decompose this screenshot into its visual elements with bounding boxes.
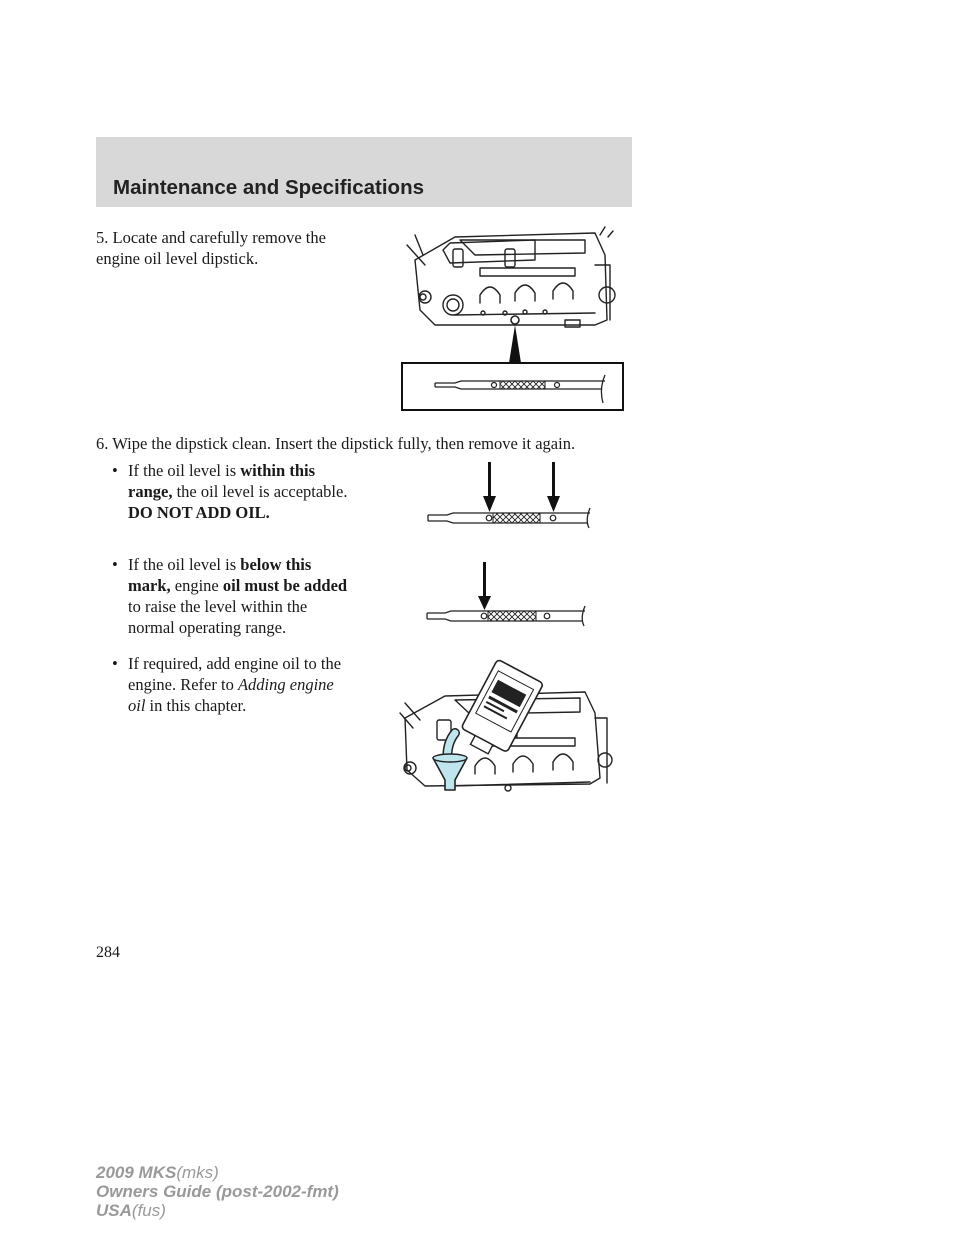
engine-dipstick-illustration (395, 225, 635, 415)
page-number: 284 (96, 944, 120, 961)
footer-line-3: USA(fus) (96, 1201, 166, 1220)
page-section-title: Maintenance and Specifications (113, 176, 424, 199)
bullet-3-line-3: oil in this chapter. (128, 696, 247, 715)
bullet-2-glyph: • (112, 555, 118, 574)
bullet-3-line-2: engine. Refer to Adding engine (128, 675, 334, 694)
step-5-line-1: 5. Locate and carefully remove the (96, 228, 326, 247)
footer-line-1: 2009 MKS(mks) (96, 1163, 219, 1182)
dipstick-below-mark-illustration (425, 560, 595, 632)
bullet-3-glyph: • (112, 654, 118, 673)
bullet-2-line-4: normal operating range. (128, 618, 287, 637)
dipstick-within-range-illustration (425, 460, 600, 528)
bullet-1-glyph: • (112, 461, 118, 480)
bullet-2-line-3: to raise the level within the (128, 597, 308, 616)
step-6-text: 6. Wipe the dipstick clean. Insert the dipstick fully, then remove it again. (96, 434, 576, 453)
bullet-2-line-2: mark, engine oil must be added (128, 576, 348, 595)
bullet-1-line-2: range, the oil level is acceptable. (128, 482, 348, 501)
footer-line-2: Owners Guide (post-2002-fmt) (96, 1182, 339, 1201)
document-footer (96, 1163, 339, 1220)
bullet-2-line-1: If the oil level is below this (128, 555, 312, 574)
step-5-line-2: engine oil level dipstick. (96, 249, 259, 268)
adding-oil-illustration (395, 658, 635, 808)
bullet-1-line-3: DO NOT ADD OIL. (128, 503, 270, 522)
bullet-3-line-1: If required, add engine oil to the (128, 654, 342, 673)
bullet-1-line-1: If the oil level is within this (128, 461, 315, 480)
